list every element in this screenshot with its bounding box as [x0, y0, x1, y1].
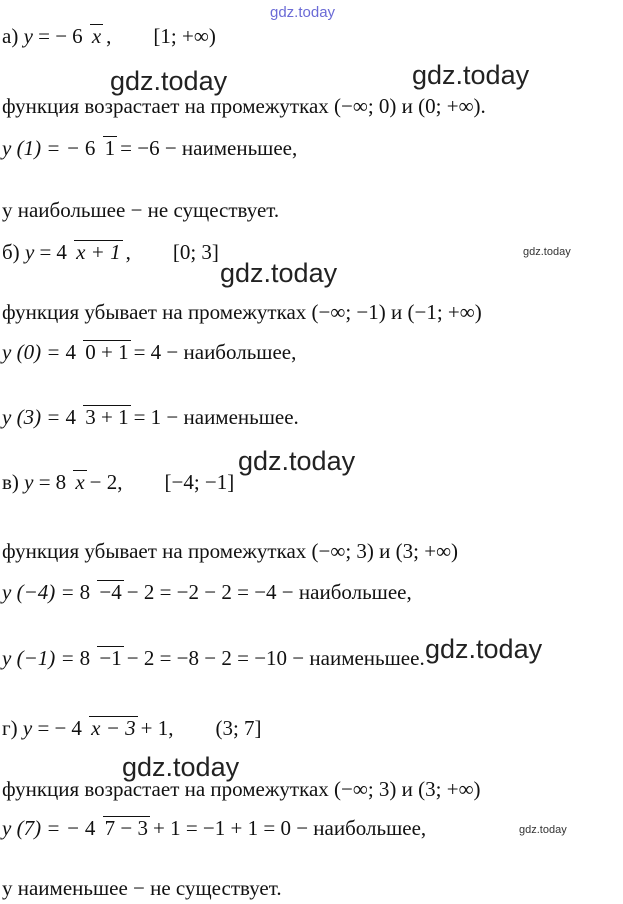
part-a-eq: = −	[38, 24, 68, 48]
part-b-interval: [0; 3]	[172, 240, 219, 264]
watermark: gdz.today	[122, 752, 240, 782]
watermark-top: gdz.today	[270, 4, 336, 21]
part-g-calc: y (7) = − 4 7 − 3 + 1 = −1 + 1 = 0 − наибольшее,	[2, 816, 427, 840]
watermark: gdz.today	[238, 446, 356, 476]
part-a-calc: y (1) = − 6 1 = −6 − наименьшее,	[2, 136, 298, 160]
part-b-function: б) y = 4 x + 1 , [0; 3]	[2, 240, 219, 264]
watermark: gdz.today	[110, 66, 228, 96]
watermark: gdz.today	[220, 258, 338, 288]
part-a-fraction: 6 x	[72, 24, 102, 48]
part-v-label: в)	[2, 470, 19, 494]
part-b-calc-2: y (3) = 4 3 + 1 = 1 − наименьшее.	[2, 405, 299, 429]
part-v-monotonic: функция убывает на промежутках (−∞; 3) и (3; +∞)	[2, 539, 459, 563]
part-a-y: y	[23, 24, 33, 48]
part-a-extra: y наибольшее − не существует.	[2, 198, 280, 222]
part-g-extra: y наименьшее − не существует.	[2, 876, 282, 900]
part-g-label: г)	[2, 716, 18, 740]
part-g-interval: (3; 7]	[215, 716, 262, 740]
part-g-function: г) y = − 4 x − 3 + 1, (3; 7]	[2, 716, 262, 740]
part-b-calc-1: y (0) = 4 0 + 1 = 4 − наибольшее,	[2, 340, 297, 364]
part-b-fraction: 4 x + 1	[56, 240, 121, 264]
part-b-monotonic: функция убывает на промежутках (−∞; −1) и (−1; +∞)	[2, 300, 482, 324]
part-a-monotonic: функция возрастает на промежутках (−∞; 0) и (0; +∞).	[2, 94, 486, 118]
part-b-label: б)	[2, 240, 20, 264]
part-a-interval: [1; +∞)	[153, 24, 216, 48]
watermark: gdz.today	[412, 60, 530, 90]
part-v-calc-2: y (−1) = 8 −1 − 2 = −8 − 2 = −10 − наименьшее.	[2, 646, 425, 670]
part-v-function: в) y = 8 x − 2, [−4; −1]	[2, 470, 235, 494]
watermark: gdz.today	[425, 634, 543, 664]
part-g-monotonic: функция возрастает на промежутках (−∞; 3) и (3; +∞)	[2, 777, 481, 801]
part-g-fraction: 4 x − 3	[71, 716, 136, 740]
watermark-small: gdz.today	[519, 824, 567, 836]
part-v-interval: [−4; −1]	[164, 470, 235, 494]
part-a-function: а) y = − 6 x , [1; +∞)	[2, 24, 216, 48]
part-v-fraction: 8 x	[55, 470, 85, 494]
part-a-label: а)	[2, 24, 19, 48]
watermark-small: gdz.today	[523, 246, 571, 258]
part-v-calc-1: y (−4) = 8 −4 − 2 = −2 − 2 = −4 − наибольшее,	[2, 580, 412, 604]
